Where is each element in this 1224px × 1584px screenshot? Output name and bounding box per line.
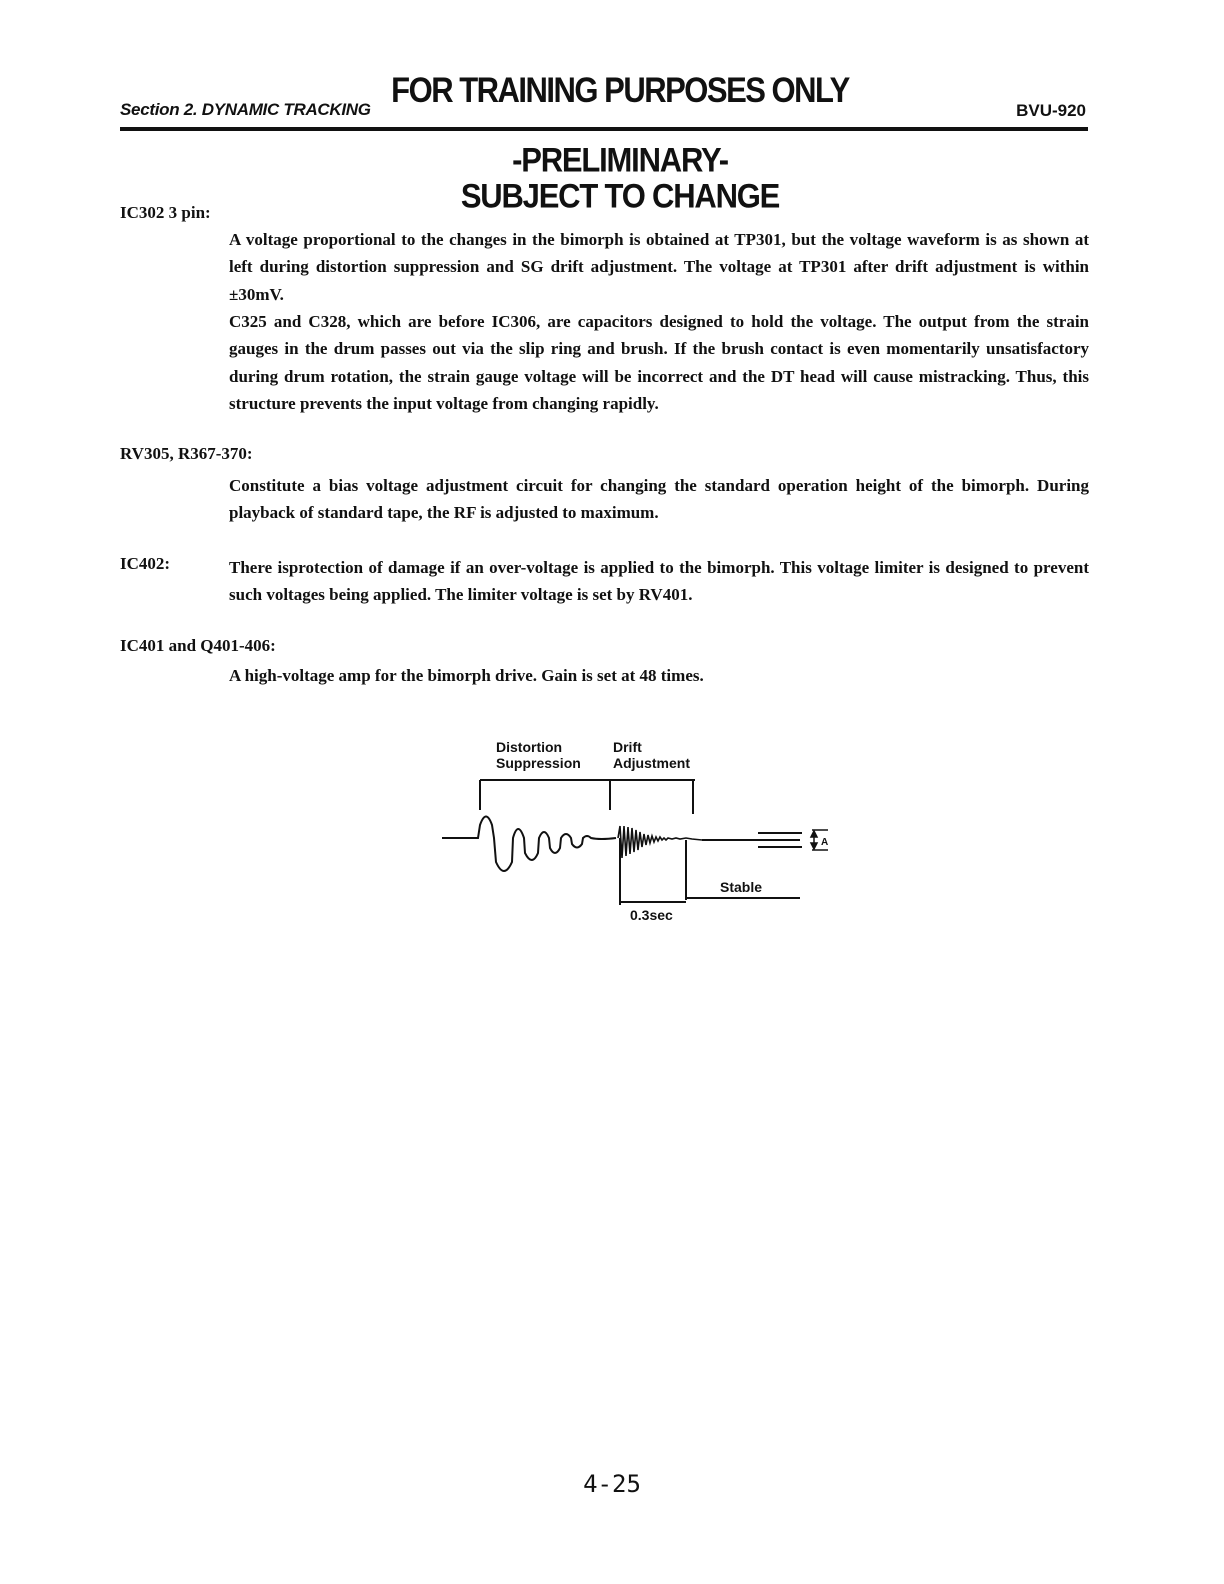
section-title: Section 2. DYNAMIC TRACKING [120,100,371,119]
section-label-rv305: RV305, R367-370: [120,444,253,463]
bracket-marks [480,780,695,814]
paragraph-ic302-2: C325 and C328, which are before IC306, are capacitors designed to hold the voltage. The output from the strain gauges in the drum passes out via the slip ring and brush. If the brush contact is even momentarily unsatisfactory during drum rotation, the strain gauge voltage will be incorrect and the DT head will cause mistracking. Thus, this structure prevents the input voltage from changing rapidly. [229,312,1089,413]
header-rule [120,127,1088,131]
label-suppression: Suppression [496,755,581,771]
model-number: BVU-920 [1016,101,1086,120]
distortion-waveform [442,817,616,872]
voltage-waveform-diagram [440,730,860,940]
section-label-ic302: IC302 3 pin: [120,203,211,222]
label-stable: Stable [720,879,763,895]
amplitude-label: A [821,837,829,848]
label-adjustment: Adjustment [613,755,690,771]
section-label-ic401: IC401 and Q401-406: [120,636,276,655]
section-label-ic402: IC402: [120,554,171,573]
paragraph-ic401: A high-voltage amp for the bimorph drive. Gain is set at 48 times. [229,666,704,685]
subject-to-change-stamp: SUBJECT TO CHANGE [460,176,780,216]
stable-trace [702,833,802,847]
label-drift: Drift [613,739,642,755]
training-banner: FOR TRAINING PURPOSES ONLY [391,70,849,111]
paragraph-rv305: Constitute a bias voltage adjustment circuit for changing the standard operation height of the bimorph. During playback of standard tape, the RF is adjusted to maximum. [229,476,1089,523]
paragraph-ic402: There isprotection of damage if an over-voltage is applied to the bimorph. This voltage limiter is designed to prevent such voltages being applied. The limiter voltage is set by RV401. [229,558,1089,605]
label-distortion: Distortion [496,739,563,755]
page-number: 4-25 [583,1470,641,1498]
paragraph-ic302-1: A voltage proportional to the changes in the bimorph is obtained at TP301, but the voltage waveform is as shown at left during distortion suppression and SG drift adjustment. The voltage at TP301 after drift adjustment is within ±30mV. [229,230,1089,304]
time-markers [620,838,800,905]
preliminary-stamp: -PRELIMINARY- [512,140,728,180]
drift-waveform [618,826,702,858]
label-time: 0.3sec [630,907,673,923]
